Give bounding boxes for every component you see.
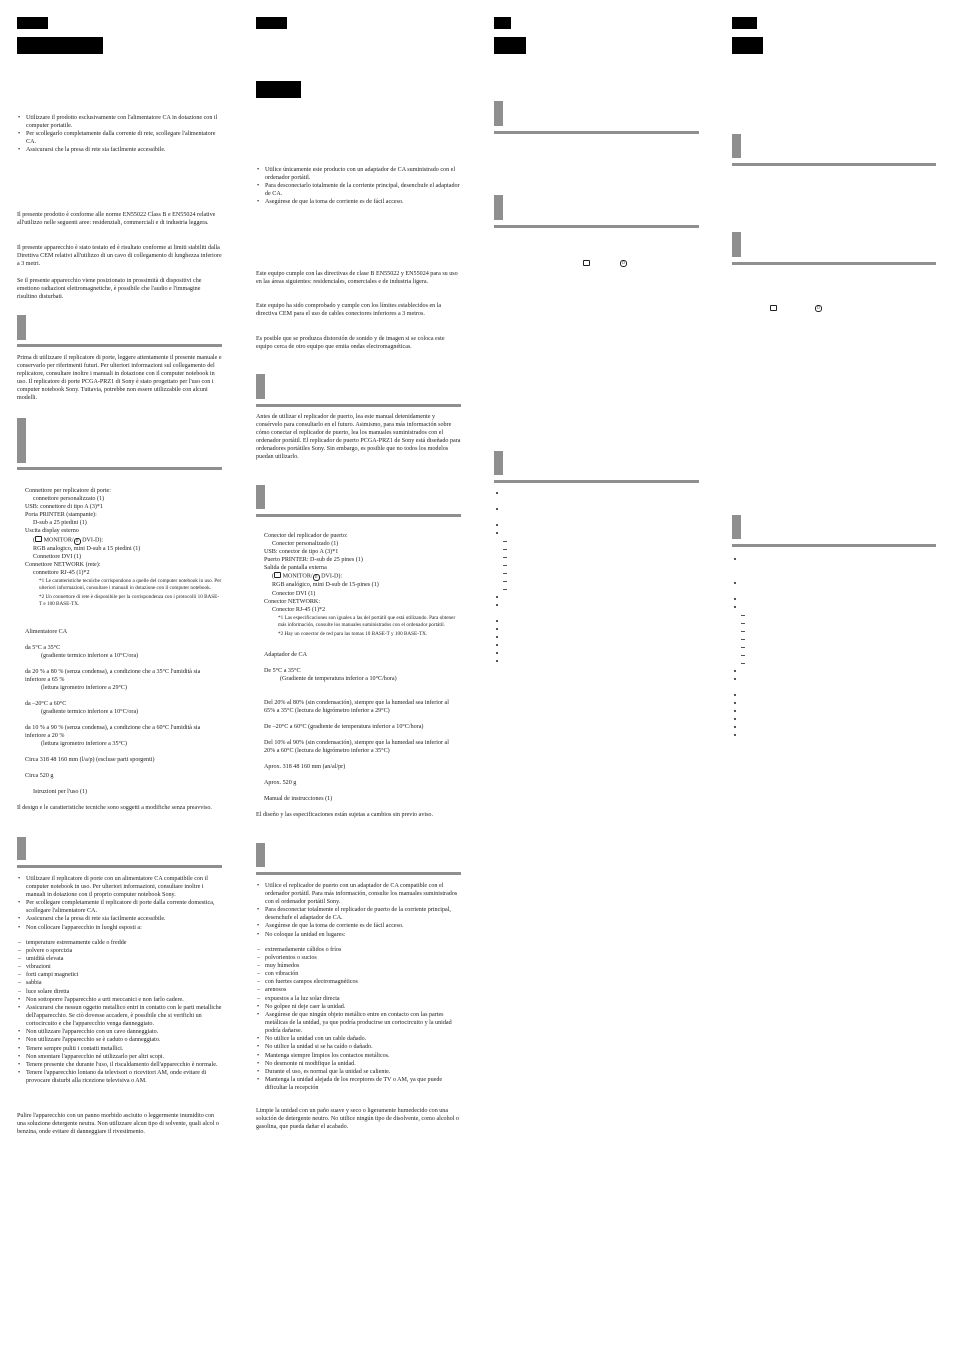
list-item: – forti campi magnetici — [17, 971, 222, 979]
bullet-mark — [496, 620, 498, 622]
bullet-mark — [496, 628, 498, 630]
bullet-mark — [496, 636, 498, 638]
heading-rule — [494, 225, 699, 228]
bullet-mark — [734, 606, 736, 608]
precautions-list-2 — [17, 996, 222, 1085]
power-value: Adaptador de CA — [264, 652, 307, 658]
cleaning-paragraph: Limpie la unidad con un paño suave y seco o ligeramente humedecido con una solución de detergente neutro. No utilice ningún tipo de disolvente, como alcohol o gasolina, que pueda dañar el acabado. — [256, 1108, 459, 1131]
spec-line: ( MONITOR/ D DVI-D): — [272, 573, 343, 580]
section-title-block — [732, 37, 763, 54]
safety-list — [17, 114, 222, 154]
spec-line: Porta PRINTER (stampante): — [25, 512, 97, 519]
heading-bar — [17, 315, 26, 340]
safety-list — [256, 166, 461, 206]
accessories-value: Istruzioni per l'uso (1) — [33, 789, 88, 795]
heading-bar — [256, 485, 265, 509]
heading-bar — [494, 451, 503, 475]
bullet-mark — [496, 604, 498, 606]
list-item: – polvere o sporcizia — [17, 947, 222, 955]
list-item: • Non sottoporre l'apparecchio a urti meccanici e non farlo cadere. — [17, 996, 222, 1004]
bullet-mark — [734, 582, 736, 584]
dash-mark — [503, 581, 507, 582]
heading-rule — [256, 514, 461, 517]
heading-bar — [256, 374, 265, 399]
spec-text: MONITOR/ — [282, 573, 313, 580]
section-title-block — [494, 37, 526, 54]
heading-rule — [494, 480, 699, 483]
heading-rule — [732, 262, 936, 265]
bullet-mark — [496, 492, 498, 494]
dvi-icon: D — [815, 305, 822, 312]
list-item: • No desmonte ni modifique la unidad. — [256, 1060, 461, 1068]
places-list — [17, 939, 222, 996]
spec-value: da –20°C a 60°C — [25, 701, 67, 707]
monitor-icon — [274, 572, 281, 578]
dvi-icon: D — [313, 574, 320, 581]
bullet-mark — [496, 508, 498, 510]
notice-paragraph: Il design e le caratteristiche tecniche sono soggetti a modifiche senza preavviso. — [17, 805, 212, 811]
emc-paragraph: Il presente prodotto è conforme alle norme EN55022 Class B e EN55024 relative all'utilizzo nelle seguenti aree: residenziali, commerciali e di industria leggera. — [17, 212, 216, 227]
list-item: • Asegúrese de que la toma de corriente es de fácil acceso. — [256, 922, 461, 930]
list-item: • Durante el uso, es normal que la unidad se caliente. — [256, 1068, 461, 1076]
dash-mark — [741, 663, 745, 664]
list-item: • Para desconectarlo totalmente de la corriente principal, desenchufe el adaptador de CA. — [256, 182, 461, 198]
footnote: *1 Las especificaciones son iguales a las del portátil que está utilizando. Para obtener más información, consulte los manuales suministrados con el ordenador portátil. — [278, 614, 456, 628]
bullet-mark — [734, 702, 736, 704]
list-item: • Utilizzare il replicatore di porte con un alimentatore CA compatibile con il computer notebook in uso. Per ulteriori informazioni, consultare inoltre i manuali in dotazione con il proprio computer notebook Sony. — [17, 875, 222, 899]
column-italiano — [17, 0, 222, 1349]
bullet-mark — [734, 710, 736, 712]
emc-paragraph: Es posible que se produzca distorsión de sonido y de imagen si se coloca este equipo cerca de otro equipo que emita ondas electromagnéticas. — [256, 336, 445, 351]
spec-list — [17, 487, 222, 608]
bullet-mark — [734, 718, 736, 720]
dash-mark — [503, 565, 507, 566]
language-tab-block — [494, 17, 511, 29]
list-item: – extremadamente cálidos o fríos — [256, 946, 461, 954]
emc-paragraph: Se il presente apparecchio viene posizionato in prossimità di dispositivi che emettono radiazioni elettromagnetiche, è possibile che l'audio e l'immagine risultino disturbati. — [17, 278, 202, 301]
list-item: • No utilice la unidad con un cable dañado. — [256, 1035, 461, 1043]
list-item: • Utilizzare il prodotto esclusivamente con l'alimentatore CA in dotazione con il computer portatile. — [17, 114, 222, 130]
weight-value: Circa 520 g — [25, 773, 54, 779]
dash-mark — [741, 623, 745, 624]
spec-text: MONITOR/ — [43, 537, 74, 544]
list-item: • Tenere presente che durante l'uso, il riscaldamento dell'apparecchio è normale. — [17, 1061, 222, 1069]
weight-value: Aprox. 520 g — [264, 780, 297, 786]
spec-note: (gradiente termico inferiore a 10°C/ora) — [41, 709, 139, 716]
list-item: • Per scollegare completamente il replicatore di porte dalla corrente domestica, scollegare l'alimentatore CA. — [17, 899, 222, 915]
monitor-icon — [770, 305, 777, 311]
list-item: • Assicurarsi che la presa di rete sia facilmente accessibile. — [17, 146, 222, 154]
bullet-mark — [734, 726, 736, 728]
precautions-list — [256, 882, 461, 939]
spec-value: da 10 % a 90 % (senza condensa), a condizione che a 60°C l'umidità sia inferiore a 20 % — [25, 725, 201, 740]
storage-humidity: Del 10% al 90% (sin condensación), siempre que la humedad sea inferior al 20% a 60°C (lectura de higrómetro inferior a 35°C) — [264, 740, 449, 755]
spec-line: Connettore per replicatore di porte: — [25, 488, 111, 494]
heading-rule — [17, 467, 222, 470]
heading-bar — [494, 195, 503, 220]
spec-line: Conector del replicador de puerto: — [264, 533, 348, 539]
bullet-mark — [734, 558, 736, 560]
dash-mark — [503, 541, 507, 542]
emc-paragraph: Il presente apparecchio è stato testato ed è risultato conforme ai limiti stabiliti dalla Direttiva CEM relativi all'utilizzo di un cavo di collegamento di lunghezza inferiore a 3 metri. — [17, 245, 222, 268]
dash-mark — [741, 639, 745, 640]
storage-temp: De –20°C a 60°C (gradiente de temperatura inferior a 10°C/hora) — [264, 724, 424, 730]
dash-mark — [741, 631, 745, 632]
intro-paragraph: Prima di utilizzare il replicatore di porte, leggere attentamente il presente manuale e conservarlo per riferimenti futuri. Per ulteriori informazioni sul collegamento del replicatore, consultare inoltre i manuali in dotazione con il computer notebook in uso. Il replicatore di porte PCGA-PRZ1 di Sony è stato progettato per l'uso con i computer notebook Sony. Tuttavia, potrebbe non essere utilizzabile con alcuni modelli. — [17, 355, 222, 402]
list-item: • Non utilizzare l'apparecchio con un cavo danneggiato. — [17, 1028, 222, 1036]
spec-value: da 20 % a 80 % (senza condensa), a condizione che a 35°C l'umidità sia inferiore a 65 % — [25, 669, 201, 684]
footnote: *1 Le caratteristiche tecniche corrispondono a quelle del computer notebook in uso. Per ulteriori informazioni, consultare i manuali in dotazione con il computer notebook. — [39, 577, 222, 591]
list-item: • Mantenga la unidad alejada de los receptores de TV o AM, ya que puede dificultar la recepción — [256, 1076, 461, 1092]
column-3 — [494, 0, 699, 1349]
monitor-icon — [583, 260, 590, 266]
list-item: • Non utilizzare l'apparecchio se è caduto o danneggiato. — [17, 1036, 222, 1044]
spec-value: da 5°C a 35°C — [25, 645, 61, 651]
list-item: • Asegúrese de que la toma de corriente es de fácil acceso. — [256, 198, 461, 206]
heading-bar — [17, 837, 26, 860]
spec-note: (Gradiente de temperatura inferior a 10°C/hora) — [280, 676, 397, 683]
list-item: • No utilice la unidad si se ha caído o dañado. — [256, 1043, 461, 1051]
dash-mark — [503, 557, 507, 558]
list-item: – muy húmedos — [256, 962, 461, 970]
dash-mark — [741, 655, 745, 656]
list-item: • Tenere l'apparecchio lontano da televisori o ricevitori AM, onde evitare di provocare disturbi alla ricezione televisiva o AM. — [17, 1069, 222, 1085]
heading-bar — [732, 134, 741, 158]
heading-rule — [256, 872, 461, 875]
emc-paragraph: Este equipo ha sido comprobado y cumple con los límites establecidos en la directiva CEM para el uso de cables conectores inferiores a 3 metros. — [256, 303, 442, 318]
heading-bar — [732, 515, 741, 539]
list-item: • Assicurarsi che la presa di rete sia facilmente accessibile. — [17, 915, 222, 923]
heading-bar — [17, 418, 26, 463]
spec-note: (lettura igrometro inferiore a 35°C) — [41, 741, 128, 748]
spec-line: ( MONITOR/ D DVI-D): — [33, 537, 104, 544]
spec-line: Connettore NETWORK (rete): — [25, 561, 101, 568]
list-item: – con vibración — [256, 970, 461, 978]
list-item: – vibrazioni — [17, 963, 222, 971]
heading-rule — [17, 865, 222, 868]
notice-paragraph: El diseño y las especificaciones están sujetas a cambios sin previo aviso. — [256, 812, 434, 818]
column-espanol — [256, 0, 461, 1349]
monitor-icon — [35, 536, 42, 542]
heading-rule — [256, 404, 461, 407]
column-4 — [732, 0, 936, 1349]
heading-rule — [732, 544, 936, 547]
bullet-mark — [734, 598, 736, 600]
dash-mark — [503, 573, 507, 574]
spec-line: connettore personalizzato (1) — [33, 496, 105, 503]
bullet-mark — [734, 678, 736, 680]
spec-line: Conector DVI (1) — [272, 590, 316, 597]
spec-list — [256, 532, 461, 638]
list-item: – umidità elevata — [17, 955, 222, 963]
list-item: • Utilice únicamente este producto con un adaptador de CA suministrado con el ordenador portátil. — [256, 166, 461, 182]
language-tab-block — [17, 17, 48, 29]
spec-line: RGB analogico, mini D-sub a 15 piedini (1) — [33, 545, 141, 552]
storage-temp — [17, 700, 222, 716]
bullet-mark — [734, 734, 736, 736]
dvi-icon: D — [74, 538, 81, 545]
operating-temp — [256, 667, 461, 683]
spec-text: DVI-D): — [321, 573, 343, 580]
list-item: – expuestos a la luz solar directa — [256, 995, 461, 1003]
spec-line: connettore RJ-45 (1)*2 — [33, 569, 90, 576]
spec-line: USB: conector de tipo A (3)*1 — [264, 549, 339, 556]
spec-note: (lettura igrometro inferiore a 29°C) — [41, 685, 128, 692]
spec-value: De 5°C a 35°C — [264, 668, 301, 674]
dvi-icon: D — [620, 260, 627, 267]
list-item: • Tenere sempre puliti i contatti metallici. — [17, 1045, 222, 1053]
spec-line: Salida de pantalla externa — [264, 565, 327, 572]
spec-line: Uscita display esterno — [25, 528, 79, 535]
list-item: – arenosos — [256, 986, 461, 994]
bullet-mark — [734, 694, 736, 696]
precautions-list-2 — [256, 1003, 461, 1092]
section-title-block — [17, 37, 103, 54]
bullet-mark — [496, 652, 498, 654]
list-item: – luce solare diretta — [17, 988, 222, 996]
operating-humidity — [17, 668, 222, 692]
operating-humidity: Del 20% al 80% (sin condensación), siempre que la humedad sea inferior al 65% a 35°C (lectura de higrómetro inferior a 29°C) — [264, 700, 449, 715]
heading-rule — [494, 131, 699, 134]
heading-rule — [732, 163, 936, 166]
intro-paragraph: Antes de utilizar el replicador de puerto, lea este manual detenidamente y consérvelo para consultarlo en el futuro. Asimismo, para más información sobre cómo conectar el replicador de puerto, lea los manuales suministrados con el ordenador portátil. El replicador de puerto PCGA-PRZ1 de Sony está diseñado para ordenadores portátiles Sony. Sin embargo, es posible que no todos los modelos puedan utilizarlo. — [256, 414, 461, 461]
section-title-block — [256, 81, 301, 98]
cleaning-paragraph: Pulire l'apparecchio con un panno morbido asciutto o leggermente inumidito con una soluzione detergente neutra. Non utilizzare alcun tipo di solvente, quali alcol o benzina, onde evitare di danneggiare il rivestimento. — [17, 1113, 219, 1136]
heading-bar — [256, 843, 265, 867]
spec-line: USB: connettore di tipo A (3)*1 — [25, 504, 104, 511]
spec-line: Conector RJ-45 (1)*2 — [272, 606, 326, 613]
places-list — [256, 946, 461, 1003]
list-item: • Mantenga siempre limpios los contactos metálicos. — [256, 1052, 461, 1060]
footnote: *2 Un connettore di rete è disponibile per la corrispondenza con i protocolli 10 BASE-T e 100 BASE-TX. — [39, 593, 220, 607]
dash-mark — [741, 615, 745, 616]
list-item: • Assicurarsi che nessun oggetto metallico entri in contatto con le parti metalliche dell'apparecchio. Se ciò dovesse accadere, è possibile che si verifichi un cortocircuito e che l'apparecchio venga danneggiato. — [17, 1004, 222, 1028]
heading-rule — [17, 344, 222, 347]
dimensions-value: Aprox. 318 48 160 mm (an/al/pr) — [264, 764, 346, 770]
dimensions-value: Circa 318 48 160 mm (l/a/p) (escluse parti sporgenti) — [25, 757, 155, 763]
spec-line: D-sub a 25 piedini (1) — [33, 520, 87, 527]
storage-humidity — [17, 724, 222, 748]
list-item: • Utilice el replicador de puerto con un adaptador de CA compatible con el ordenador portátil. Para más información, consulte los manuales suministrados con el ordenador portátil Sony. — [256, 882, 461, 906]
power-value: Alimentatore CA — [25, 629, 68, 635]
dash-mark — [503, 549, 507, 550]
list-item: • Non collocare l'apparecchio in luoghi esposti a: — [17, 924, 222, 932]
spec-line: RGB analógico, mini D-sub de 15-pines (1) — [272, 582, 379, 589]
list-item: – polvorientos o sucios — [256, 954, 461, 962]
spec-note: (gradiente termico inferiore a 10°C/ora) — [41, 653, 139, 660]
list-item: – sabbia — [17, 979, 222, 987]
precautions-list — [17, 875, 222, 932]
list-item: – temperature estremamente calde o fredde — [17, 939, 222, 947]
list-item: • Per scollegarlo completamente dalla corrente di rete, scollegare l'alimentatore CA. — [17, 130, 222, 146]
accessories-value: Manual de instrucciones (1) — [264, 796, 333, 802]
heading-bar — [732, 232, 741, 257]
spec-line: Connettore DVI (1) — [33, 553, 82, 560]
language-tab-block — [732, 17, 757, 29]
list-item: • No coloque la unidad en lugares: — [256, 931, 461, 939]
list-item: • No golpee ni deje caer la unidad. — [256, 1003, 461, 1011]
spec-line: Conector NETWORK: — [264, 598, 321, 605]
footnote: *2 Hay un conector de red para las tomas 10 BASE-T y 100 BASE-TX. — [278, 630, 428, 637]
list-item: • Non smontare l'apparecchio né utilizzarlo per altri scopi. — [17, 1053, 222, 1061]
spec-line: Puerto PRINTER: D-sub de 25 pines (1) — [264, 557, 363, 564]
emc-paragraph: Este equipo cumple con las directivas de clase B EN55022 y EN55024 para su uso en las áreas siguientes: residenciales, comerciales e de industria ligera. — [256, 271, 458, 286]
bullet-mark — [496, 644, 498, 646]
language-tab-block — [256, 17, 287, 29]
list-item: • Asegúrese de que ningún objeto metálico entre en contacto con las partes metálicas de la unidad, ya que podría producirse un cortocircuito y la unidad podría dañarse. — [256, 1011, 461, 1035]
list-item: – con fuertes campos electromagnéticos — [256, 978, 461, 986]
bullet-mark — [496, 596, 498, 598]
operating-temp — [17, 644, 222, 660]
list-item: • Para desconectar totalmente el replicador de puerto de la corriente principal, desenchufe el adaptador de CA. — [256, 906, 461, 922]
spec-text: DVI-D): — [82, 537, 104, 544]
dash-mark — [503, 589, 507, 590]
dash-mark — [741, 647, 745, 648]
bullet-mark — [496, 660, 498, 662]
bullet-mark — [496, 524, 498, 526]
spec-line: Conector personalizado (1) — [272, 541, 339, 548]
heading-bar — [494, 101, 503, 126]
bullet-mark — [496, 532, 498, 534]
bullet-mark — [734, 670, 736, 672]
